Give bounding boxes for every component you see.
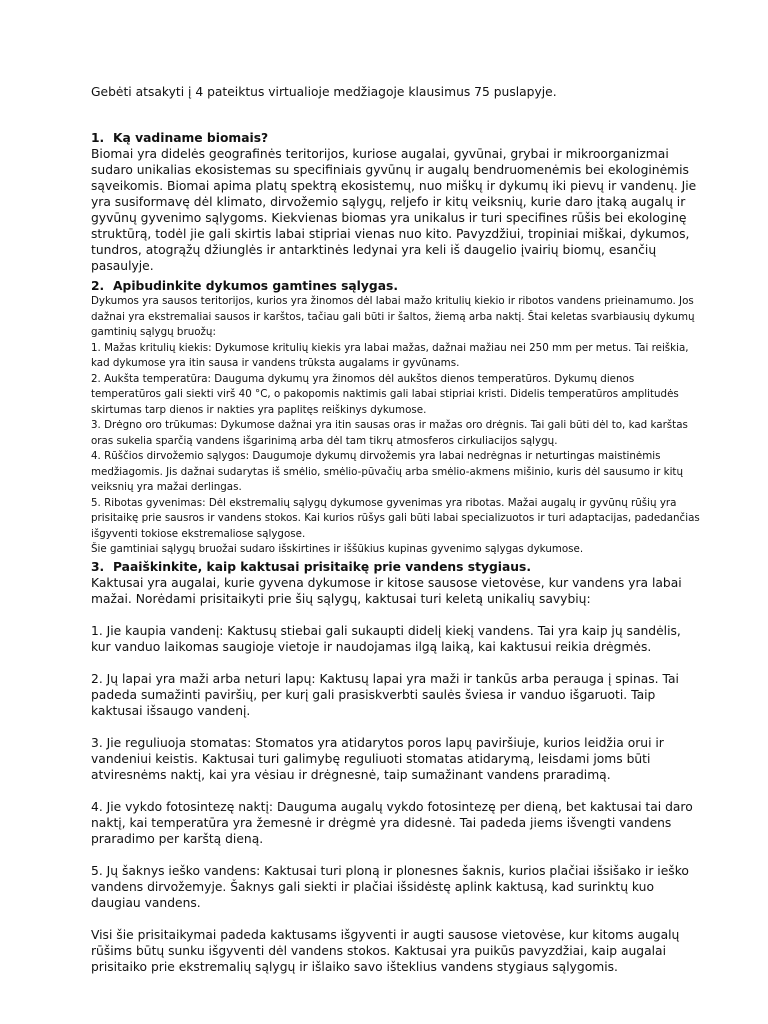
text-line: temperatūros gali siekti virš 40 °C, o pakopomis naktimis gali labai stipriai kristi. Didelis temperatūros amplitudės bbox=[91, 388, 679, 400]
section-1-title: Ką vadiname biomais? bbox=[113, 131, 269, 145]
section-1-body bbox=[91, 146, 711, 274]
text-line: medžiagomis. Jis dažnai sudarytas iš smėlio, smėlio-pūvačių arba smėlio-akmens mišinio, kuris dėl sausumo ir kitų bbox=[91, 465, 683, 478]
section-3-heading bbox=[91, 559, 711, 575]
section-2-heading bbox=[91, 278, 711, 294]
section-1-number: 1. bbox=[91, 131, 105, 145]
text-line: rūšims būtų sunku išgyventi dėl vandens stokos. Kaktusai yra puikūs pavyzdžiai, kaip augalai bbox=[91, 944, 666, 958]
text-line: gyvūnų gyvenimo sąlygoms. Kiekvienas biomas yra unikalus ir turi specifines rūšis bei ekologinę bbox=[91, 211, 687, 225]
text-line: vandens dirvožemyje. Šaknys gali siekti ir plačiai išsidėstę aplink kaktusą, kad surinktų kuo bbox=[91, 880, 654, 894]
text-line: 3. Drėgno oro trūkumas: Dykumose dažnai yra itin sausas oras ir mažas oro drėgnis. Tai gali būti dėl to, kad karštas bbox=[91, 419, 688, 431]
text-line: Visi šie prisitaikymai padeda kaktusams išgyventi ir augti sausose vietovėse, kur kitoms augalų bbox=[91, 928, 680, 942]
text-line: kur vanduo laikomas saugioje vietoje ir naudojamas ilgą laiką, kai kaktusui reikia drėgmės. bbox=[91, 640, 652, 654]
text-line: 2. Aukšta temperatūra: Dauguma dykumų yra žinomos dėl aukštos dienos temperatūros. Dykumų dienos bbox=[91, 372, 635, 385]
text-line: 2. Jų lapai yra maži arba neturi lapų: Kaktusų lapai yra maži ir tankūs arba perauga į spinas. Tai bbox=[91, 672, 679, 686]
text-line: kaktusai išsaugo vandenį. bbox=[91, 704, 251, 718]
section-2-body bbox=[91, 294, 711, 558]
text-line: Šie gamtiniai sąlygų bruožai sudaro išskirtines ir iššūkius kupinas gyvenimo sąlygas dykumose. bbox=[91, 543, 584, 555]
text-line: prisitaiko prie ekstremalių sąlygų ir išlaiko savo išteklius vandens stygiaus sąlygomis. bbox=[91, 960, 618, 974]
section-2-title: Apibudinkite dykumos gamtines sąlygas. bbox=[113, 279, 399, 293]
section-3-number: 3. bbox=[91, 560, 105, 574]
text-line: struktūrą, todėl jie gali skirtis labai stipriai vienas nuo kito. Pavyzdžiui, tropiniai miškai, dykumos, bbox=[91, 227, 690, 241]
text-line: veiksnių yra mažai derlingas. bbox=[91, 481, 242, 493]
text-line: yra susiformavę dėl klimato, dirvožemio sąlygų, reljefo ir kitų veiksnių, kurie daro įtaką augalų ir bbox=[91, 195, 686, 209]
text-line: Biomai yra didelės geografinės teritorijos, kuriose augalai, gyvūnai, grybai ir mikroorganizmai bbox=[91, 147, 669, 161]
section-3-title: Paaiškinkite, kaip kaktusai prisitaikę prie vandens stygiaus. bbox=[113, 560, 532, 574]
text-line: gamtinių sąlygų bruožų: bbox=[91, 326, 216, 338]
text-line: 1. Mažas kritulių kiekis: Dykumose kritulių kiekis yra labai mažas, dažnai mažiau nei 250 mm per metus. Tai reiškia, bbox=[91, 341, 689, 354]
text-line: išgyventi tokiose ekstremaliose sąlygose. bbox=[91, 527, 306, 540]
text-line: kad dykumose yra itin sausa ir vandens trūksta augalams ir gyvūnams. bbox=[91, 357, 460, 369]
text-line: dažnai yra ekstremaliai sausos ir karštos, tačiau gali būti ir šaltos, žiemą arba naktį. Štai keletas svarbiausių dykumų bbox=[91, 310, 695, 323]
text-line: naktį, kai temperatūra yra žemesnė ir drėgmė yra didesnė. Tai padeda jiems išvengti vandens bbox=[91, 816, 672, 830]
section-2-number: 2. bbox=[91, 279, 105, 293]
section-3-body bbox=[91, 575, 711, 975]
text-line: vandeniui keistis. Kaktusai turi galimybę reguliuoti stomatas atidarymą, leisdami joms būti bbox=[91, 752, 651, 766]
text-line: sudaro unikalias ekosistemas su specifiniais gyvūnų ir augalų bendruomenėmis bei ekologinėmis bbox=[91, 163, 689, 177]
section-1-heading bbox=[91, 130, 711, 146]
section-2 bbox=[91, 278, 711, 558]
text-line: 1. Jie kaupia vandenį: Kaktusų stiebai gali sukaupti didelį kiekį vandens. Tai yra kaip jų sandėlis, bbox=[91, 624, 681, 638]
text-line: 3. Jie reguliuoja stomatas: Stomatos yra atidarytos poros lapų paviršiuje, kurios leidžia orui ir bbox=[91, 736, 664, 750]
text-line: oras sukelia sparčią vandens išgarinimą arba dėl tam tikrų atmosferos cirkuliacijos sąlygų. bbox=[91, 434, 558, 447]
text-line: sąveikomis. Biomai apima platų spektrą ekosistemų, nuo miškų ir dykumų iki pievų ir vandenų. Jie bbox=[91, 179, 697, 193]
text-line: 5. Jų šaknys ieško vandens: Kaktusai turi ploną ir plonesnes šaknis, kurios plačiai išsišako ir ieško bbox=[91, 864, 689, 878]
intro-instruction: Gebėti atsakyti į 4 pateiktus virtualioje medžiagoje klausimus 75 puslapyje. bbox=[91, 85, 557, 99]
text-line: Kaktusai yra augalai, kurie gyvena dykumose ir kitose sausose vietovėse, kur vandens yra labai bbox=[91, 576, 682, 590]
text-line: atviresnėms naktį, kai yra vėsiau ir drėgnesnė, taip sumažinant vandens praradimą. bbox=[91, 768, 611, 782]
section-1 bbox=[91, 130, 711, 274]
text-line: mažai. Norėdami prisitaikyti prie šių sąlygų, kaktusai turi keletą unikalių savybių: bbox=[91, 592, 591, 606]
text-line: 5. Ribotas gyvenimas: Dėl ekstremalių sąlygų dykumose gyvenimas yra ribotas. Mažai augalų ir gyvūnų rūšių yra bbox=[91, 496, 677, 509]
text-line: prisitaikę prie sausros ir vandens stokos. Kai kurios rūšys gali būti labai specializuotos ir turi adaptacijas, padedančias bbox=[91, 512, 700, 524]
text-line: 4. Rūščios dirvožemio sąlygos: Daugumoje dykumų dirvožemis yra labai nedrėgnas ir neturtingas maistinėmis bbox=[91, 450, 661, 462]
section-3 bbox=[91, 559, 711, 975]
text-line: 4. Jie vykdo fotosintezę naktį: Dauguma augalų vykdo fotosintezę per dieną, bet kaktusai tai daro bbox=[91, 800, 693, 814]
text-line: tundros, atogrąžų džiunglės ir antarktinės ledynai yra keli iš daugelio įvairių biomų, esančių bbox=[91, 243, 657, 257]
text-line: Dykumos yra sausos teritorijos, kurios yra žinomos dėl labai mažo kritulių kiekio ir ribotos vandens prieinamumo. Jos bbox=[91, 295, 694, 307]
text-line: praradimo per karštą dieną. bbox=[91, 832, 264, 846]
text-line: skirtumas tarp dienos ir nakties yra paplitęs reiškinys dykumose. bbox=[91, 403, 427, 416]
text-line: daugiau vandens. bbox=[91, 896, 201, 910]
text-line: padeda sumažinti paviršių, per kurį gali prasiskverbti saulės šviesa ir vanduo išgaruoti. Taip bbox=[91, 688, 656, 702]
text-line: pasaulyje. bbox=[91, 259, 154, 273]
